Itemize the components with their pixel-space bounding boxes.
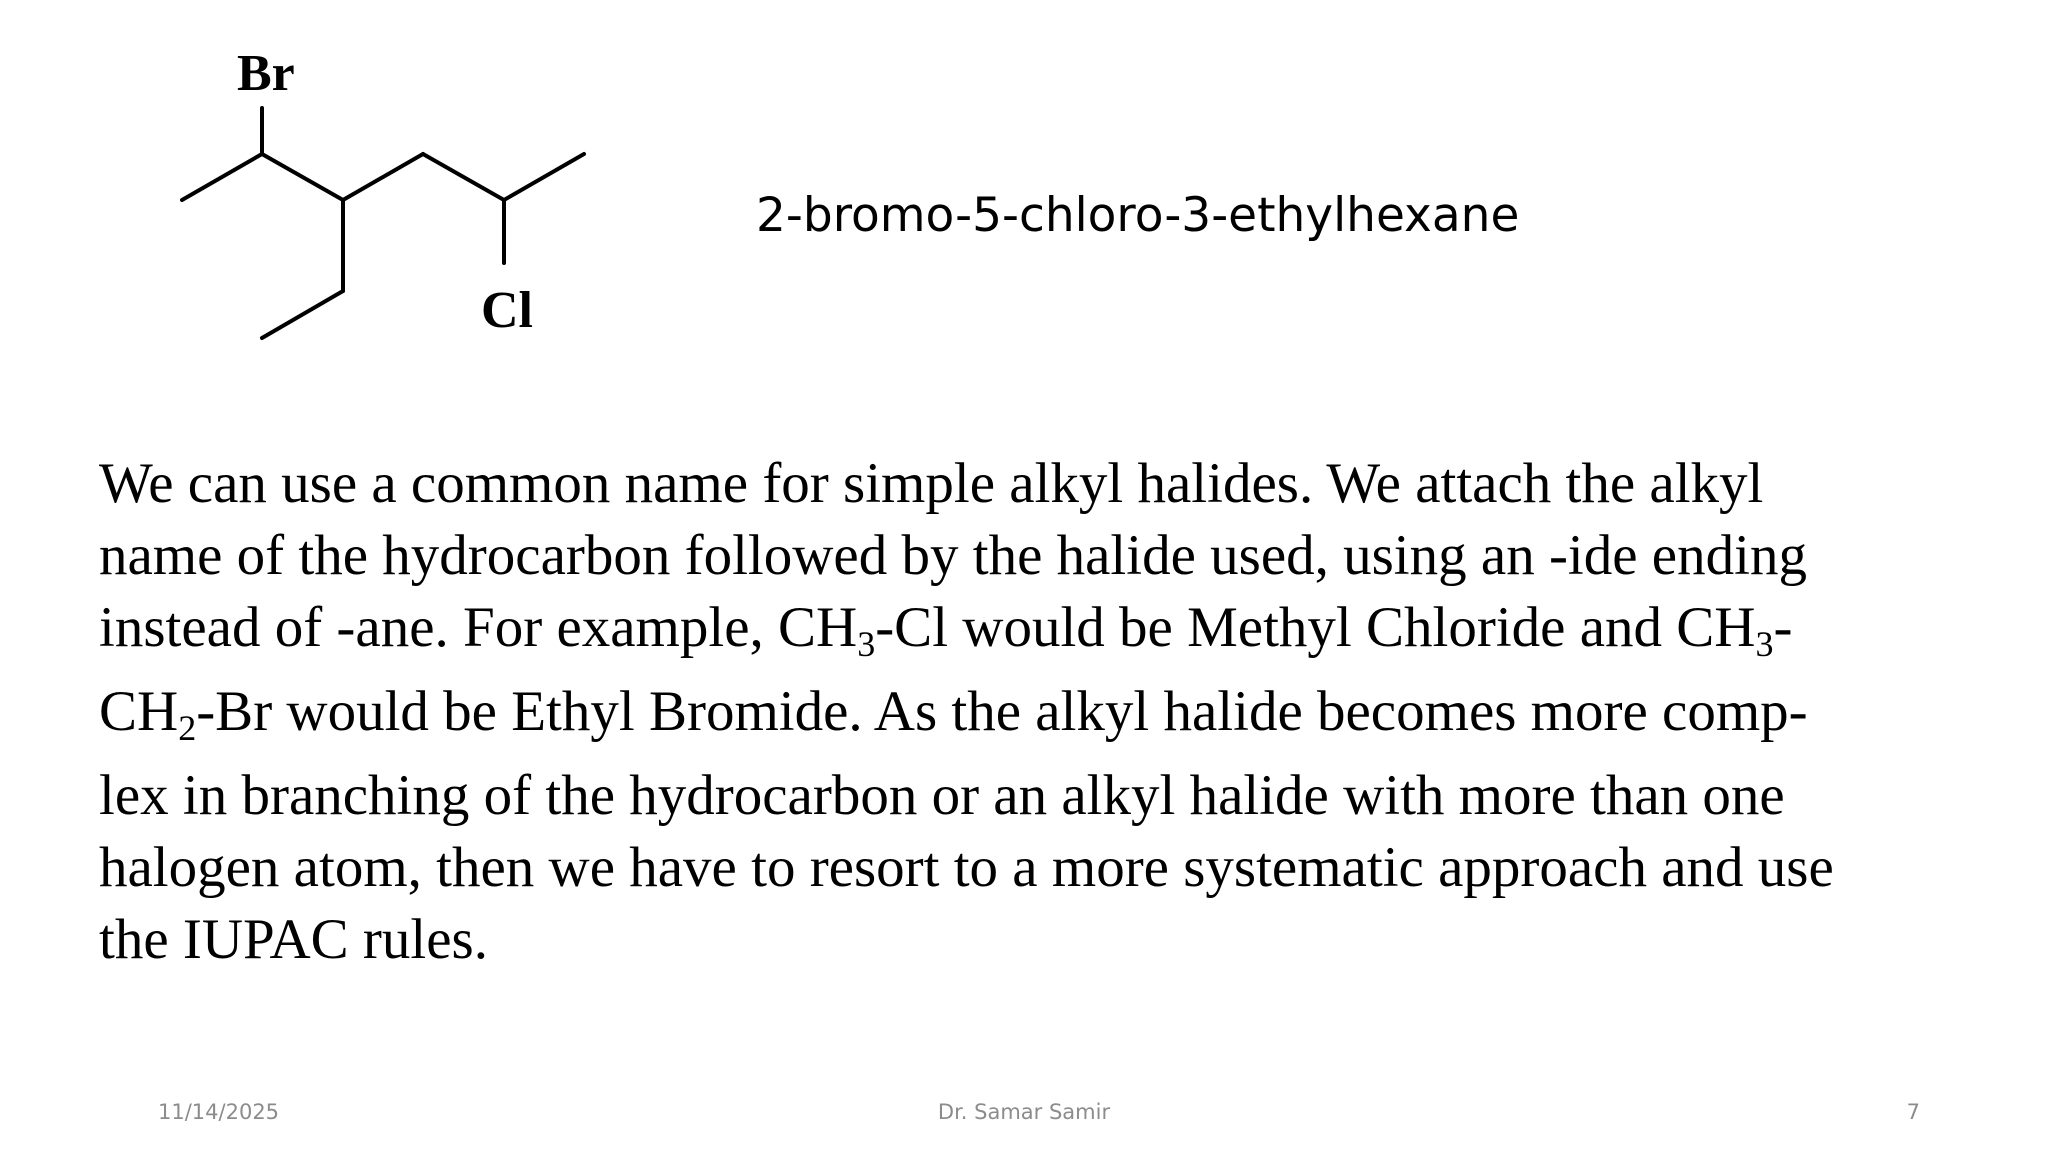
- atom-label-br: Br: [237, 45, 295, 102]
- paragraph-text: CH: [99, 680, 179, 743]
- bond-c4-c5: [423, 154, 504, 200]
- bond-c2-c3: [262, 154, 343, 200]
- paragraph-line: the IUPAC rules.: [99, 908, 488, 971]
- subscript: 3: [857, 624, 876, 664]
- compound-name: 2-bromo-5-chloro-3-ethylhexane: [756, 188, 1520, 243]
- footer-page-number: 7: [1906, 1100, 1920, 1124]
- skeletal-structure-svg: [170, 40, 610, 360]
- footer-author: Dr. Samar Samir: [937, 1100, 1111, 1124]
- paragraph-line: lex in branching of the hydrocarbon or an alkyl halide with more than one: [99, 764, 1785, 827]
- paragraph-line: halogen atom, then we have to resort to a more systematic approach and use: [99, 836, 1834, 899]
- paragraph-line: [99, 676, 1979, 748]
- footer-date: 11/14/2025: [158, 1100, 280, 1124]
- bond-c1-c2: [182, 154, 262, 200]
- paragraph-text: -Br would be Ethyl Bromide. As the alkyl halide becomes more comp-: [196, 680, 1808, 743]
- bond-ethyl-1-2: [262, 291, 343, 338]
- atom-label-cl: Cl: [481, 282, 533, 339]
- body-paragraph: [99, 448, 1979, 976]
- paragraph-text: instead of -ane. For example, CH: [99, 596, 858, 659]
- skeletal-structure-diagram: [170, 40, 610, 360]
- bond-c3-c4: [343, 154, 423, 200]
- bond-c5-c6: [504, 154, 584, 200]
- subscript: 2: [178, 708, 197, 748]
- paragraph-line: We can use a common name for simple alkyl halides. We attach the alkyl: [99, 452, 1764, 515]
- paragraph-line: [99, 592, 1979, 664]
- subscript: 3: [1755, 624, 1774, 664]
- paragraph-line: name of the hydrocarbon followed by the halide used, using an -ide ending: [99, 524, 1807, 587]
- paragraph-text: -Cl would be Methyl Chloride and CH: [875, 596, 1756, 659]
- paragraph-text: -: [1773, 596, 1793, 659]
